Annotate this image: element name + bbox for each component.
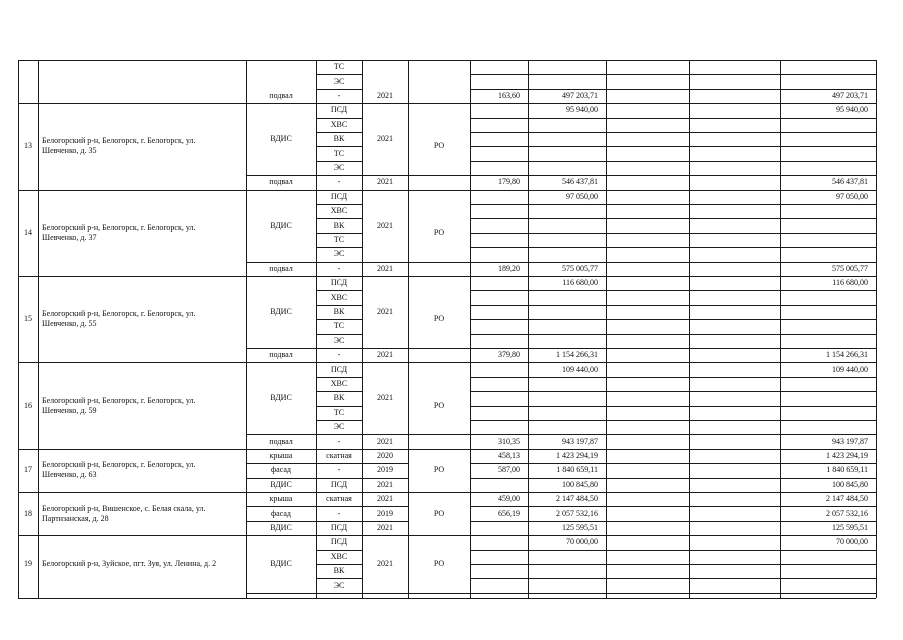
roof-cell: скатная: [326, 494, 352, 504]
total-cell: 497 203,71: [832, 91, 868, 100]
total-cell: 2 057 532,16: [826, 508, 868, 518]
address-line: Шевченко, д. 59: [42, 405, 97, 415]
total-cell: 109 440,00: [832, 364, 868, 374]
system-cell: ХВС: [330, 292, 348, 302]
cost-cell: 70 000,00: [566, 537, 598, 547]
row-rule: [362, 593, 470, 594]
system-cell: ЭС: [333, 422, 345, 432]
year-cell: 2021: [377, 91, 393, 100]
row-rule: [246, 463, 408, 464]
address-line: Белогорский р-н, Зуйское, пгт. Зуя, ул. Ленина, д. 2: [42, 559, 217, 568]
row-rule: [470, 247, 876, 248]
system-cell: ХВС: [330, 551, 348, 561]
row-rule: [362, 434, 470, 435]
roof-cell: скатная: [326, 451, 352, 460]
row-rule: [470, 478, 876, 479]
row-rule: [316, 334, 362, 335]
area-cell: 379,80: [498, 350, 520, 360]
row-rule: [470, 578, 876, 579]
row-rule: [362, 262, 470, 263]
row-rule: [246, 262, 316, 263]
row-rule: [470, 434, 876, 435]
row-rule: [316, 74, 362, 75]
year-cell: 2021: [377, 494, 393, 504]
year-cell: 2021: [377, 393, 393, 403]
row-rule: [362, 348, 470, 349]
cost-cell: 100 845,80: [562, 479, 598, 489]
roof-cell: -: [337, 465, 341, 475]
block-rule: [18, 103, 876, 104]
address-line: Белогорский р-н, Белогорск, г. Белогорск, ул.: [42, 222, 196, 232]
row-rule: [316, 578, 362, 579]
year-cell: 2021: [377, 177, 393, 187]
area-cell: 656,19: [498, 508, 520, 518]
column-rule: [606, 60, 607, 598]
total-cell: 125 595,51: [832, 523, 868, 532]
row-number: 17: [24, 465, 32, 475]
row-rule: [316, 118, 362, 119]
roof-cell: -: [337, 177, 341, 187]
work-type-cell: подвал: [269, 263, 293, 273]
system-cell: ТС: [333, 148, 345, 158]
row-rule: [470, 305, 876, 306]
row-number: 19: [24, 559, 32, 568]
work-type-cell: подвал: [269, 436, 293, 446]
address-line: Белогорский р-н, Белогорск, г. Белогорск, ул.: [42, 460, 196, 470]
row-rule: [316, 161, 362, 162]
row-rule: [470, 74, 876, 75]
year-cell: 2021: [377, 220, 393, 230]
roof-cell: ПСД: [330, 523, 348, 532]
row-rule: [316, 233, 362, 234]
row-number: 18: [24, 508, 32, 518]
row-rule: [246, 478, 408, 479]
row-rule: [470, 146, 876, 147]
block-rule: [18, 190, 876, 191]
work-type-cell: ВДИС: [270, 559, 292, 568]
cost-cell: 1 154 266,31: [556, 350, 598, 360]
area-cell: 310,35: [498, 436, 520, 446]
row-rule: [470, 89, 876, 90]
row-rule: [470, 521, 876, 522]
row-rule: [246, 593, 316, 594]
year-cell: 2019: [377, 465, 393, 475]
row-rule: [246, 506, 408, 507]
cost-cell: 109 440,00: [562, 364, 598, 374]
year-cell: 2021: [377, 436, 393, 446]
work-type-cell: ВДИС: [270, 479, 292, 489]
cost-cell: 95 940,00: [566, 105, 598, 115]
row-rule: [470, 319, 876, 320]
system-cell: ВК: [333, 393, 345, 403]
roof-cell: -: [337, 436, 341, 446]
row-rule: [316, 420, 362, 421]
cost-cell: 2 057 532,16: [556, 508, 598, 518]
row-rule: [470, 406, 876, 407]
funding-source: РО: [433, 465, 445, 475]
address-line: Белогорский р-н, Белогорск, г. Белогорск, ул.: [42, 395, 196, 405]
address-line: Белогорский р-н, Белогорск, г. Белогорск, ул.: [42, 309, 196, 319]
total-cell: 1 840 659,11: [826, 465, 868, 475]
system-cell: ХВС: [330, 206, 348, 216]
row-rule: [316, 218, 362, 219]
row-number: 15: [24, 314, 32, 324]
system-cell: ВК: [333, 307, 345, 316]
year-cell: 2021: [377, 263, 393, 273]
total-cell: 1 423 294,19: [826, 451, 868, 460]
address-line: Партизанская, д. 28: [42, 513, 109, 523]
system-cell: ЭС: [333, 249, 345, 259]
area-cell: 179,80: [498, 177, 520, 187]
block-rule: [18, 535, 876, 536]
row-rule: [316, 377, 362, 378]
row-rule: [316, 550, 362, 551]
total-cell: 95 940,00: [836, 105, 868, 115]
roof-cell: -: [337, 350, 341, 360]
block-rule: [18, 276, 876, 277]
row-rule: [316, 305, 362, 306]
row-rule: [470, 290, 876, 291]
system-cell: ТС: [333, 321, 345, 331]
row-rule: [316, 146, 362, 147]
address-line: Шевченко, д. 55: [42, 319, 97, 329]
system-cell: ТС: [333, 235, 345, 244]
year-cell: 2021: [377, 307, 393, 316]
address-line: Белогорский р-н, Белогорск, г. Белогорск, ул.: [42, 136, 196, 146]
row-number: 16: [24, 400, 32, 410]
total-cell: 546 437,81: [832, 177, 868, 187]
block-rule: [18, 449, 876, 450]
row-rule: [470, 506, 876, 507]
row-rule: [316, 247, 362, 248]
funding-source: РО: [433, 559, 445, 568]
row-rule: [362, 175, 470, 176]
total-cell: 70 000,00: [836, 537, 868, 547]
work-type-cell: ВДИС: [270, 220, 292, 230]
row-number: 14: [24, 227, 32, 237]
cost-cell: 125 595,51: [562, 523, 598, 532]
row-rule: [316, 348, 362, 349]
row-rule: [316, 175, 362, 176]
row-rule: [470, 593, 876, 594]
year-cell: 2021: [377, 350, 393, 360]
work-type-cell: подвал: [269, 177, 293, 187]
roof-cell: ПСД: [330, 479, 348, 489]
address-line: Шевченко, д. 35: [42, 146, 97, 156]
row-rule: [316, 406, 362, 407]
funding-source: РО: [433, 141, 445, 151]
row-rule: [470, 161, 876, 162]
work-type-cell: подвал: [269, 350, 293, 360]
cost-cell: 575 005,77: [562, 263, 598, 273]
row-rule: [246, 348, 316, 349]
area-cell: 458,13: [498, 451, 520, 460]
column-rule: [876, 60, 877, 598]
work-type-cell: подвал: [269, 91, 293, 100]
area-cell: 587,00: [498, 465, 520, 475]
row-rule: [470, 334, 876, 335]
row-rule: [316, 593, 362, 594]
total-cell: 2 147 484,50: [826, 494, 868, 504]
system-cell: ЭС: [333, 580, 345, 590]
row-rule: [470, 175, 876, 176]
system-cell: ПСД: [330, 191, 348, 201]
row-rule: [316, 262, 362, 263]
total-cell: 116 680,00: [832, 278, 868, 288]
cost-cell: 1 840 659,11: [556, 465, 598, 475]
cost-cell: 116 680,00: [562, 278, 598, 288]
cost-cell: 943 197,87: [562, 436, 598, 446]
system-cell: ВК: [333, 220, 345, 230]
system-cell: ВК: [333, 566, 345, 576]
row-rule: [470, 550, 876, 551]
row-number: 13: [24, 141, 32, 151]
total-cell: 943 197,87: [832, 436, 868, 446]
system-cell: ЭС: [333, 335, 345, 345]
year-cell: 2021: [377, 134, 393, 144]
total-cell: 100 845,80: [832, 479, 868, 489]
total-cell: 97 050,00: [836, 191, 868, 201]
address-line: Белогорский р-н, Вишенское, с. Белая скала, ул.: [42, 503, 206, 513]
row-rule: [316, 290, 362, 291]
work-type-cell: фасад: [270, 465, 291, 475]
row-rule: [316, 204, 362, 205]
year-cell: 2019: [377, 508, 393, 518]
system-cell: ПСД: [330, 278, 348, 288]
system-cell: ТС: [333, 407, 345, 417]
row-rule: [470, 420, 876, 421]
work-type-cell: ВДИС: [270, 523, 292, 532]
system-cell: ЭС: [333, 163, 345, 172]
system-cell: ЭС: [333, 76, 345, 86]
work-type-cell: ВДИС: [270, 307, 292, 316]
system-cell: ПСД: [330, 105, 348, 115]
funding-source: РО: [433, 508, 445, 518]
year-cell: 2021: [377, 523, 393, 532]
row-rule: [470, 233, 876, 234]
address-line: Шевченко, д. 63: [42, 470, 97, 480]
work-type-cell: фасад: [270, 508, 291, 518]
system-cell: ВК: [333, 134, 345, 144]
row-rule: [470, 377, 876, 378]
cost-cell: 2 147 484,50: [556, 494, 598, 504]
block-rule: [18, 492, 876, 493]
cost-cell: 97 050,00: [566, 191, 598, 201]
cost-cell: 546 437,81: [562, 177, 598, 187]
roof-cell: -: [337, 508, 341, 518]
work-type-cell: ВДИС: [270, 393, 292, 403]
row-rule: [470, 463, 876, 464]
year-cell: 2020: [377, 451, 393, 460]
row-rule: [316, 132, 362, 133]
total-cell: 575 005,77: [832, 263, 868, 273]
year-cell: 2021: [377, 559, 393, 568]
block-rule: [18, 362, 876, 363]
row-rule: [470, 348, 876, 349]
row-rule: [316, 434, 362, 435]
area-cell: 459,00: [498, 494, 520, 504]
row-rule: [316, 391, 362, 392]
roof-cell: -: [337, 263, 341, 273]
address-line: Шевченко, д. 37: [42, 232, 97, 242]
system-cell: ХВС: [330, 119, 348, 129]
funding-source: РО: [433, 314, 445, 324]
row-rule: [246, 521, 408, 522]
system-cell: ТС: [333, 62, 345, 72]
work-type-cell: ВДИС: [270, 134, 292, 144]
row-rule: [316, 89, 362, 90]
row-rule: [470, 564, 876, 565]
cost-cell: 1 423 294,19: [556, 451, 598, 460]
system-cell: ПСД: [330, 537, 348, 547]
funding-source: РО: [433, 400, 445, 410]
system-cell: ПСД: [330, 364, 348, 374]
funding-source: РО: [433, 227, 445, 237]
row-rule: [470, 391, 876, 392]
row-rule: [246, 434, 316, 435]
row-rule: [246, 175, 316, 176]
row-rule: [470, 262, 876, 263]
area-cell: 163,60: [498, 91, 520, 100]
row-rule: [470, 218, 876, 219]
row-rule: [316, 564, 362, 565]
total-cell: 1 154 266,31: [826, 350, 868, 360]
column-rule: [689, 60, 690, 598]
table-bottom-rule: [18, 598, 876, 599]
area-cell: 189,20: [498, 263, 520, 273]
work-type-cell: крыша: [269, 451, 293, 460]
cost-cell: 497 203,71: [562, 91, 598, 100]
row-rule: [470, 132, 876, 133]
work-type-cell: крыша: [269, 494, 293, 504]
column-rule: [38, 60, 39, 598]
row-rule: [316, 319, 362, 320]
roof-cell: -: [337, 91, 341, 100]
row-rule: [470, 204, 876, 205]
system-cell: ХВС: [330, 379, 348, 388]
year-cell: 2021: [377, 479, 393, 489]
row-rule: [470, 118, 876, 119]
table-top-rule: [18, 60, 876, 61]
